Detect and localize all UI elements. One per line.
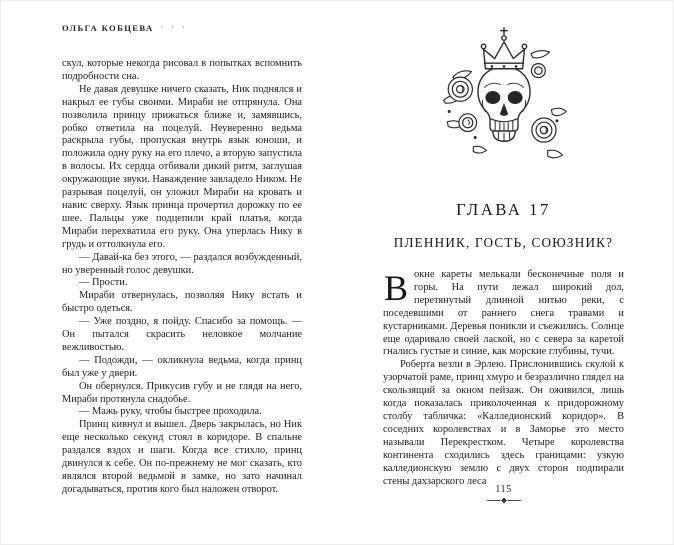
paragraph: Он обернулся. Прикусив губу и не глядя на него, Мираби протянула снадобье. (62, 380, 302, 405)
folio (383, 484, 624, 505)
drop-cap: В (384, 268, 409, 308)
paragraph: Роберта везли в Эрлею. Прислонившись скулой к узорчатой раме, принц хмуро и безразлично глядел на скользящий за окном пейзаж. Он оживился, лишь когда показалась приколоченная к придорожному столбу табличка: «Калледионский коридор». В соседних королевствах и в Заморье это место называли Перекрестком. Четыре королевства континента сходились здесь границами: узкую калледионскую землю с двух сторон подпирали стены дахзарского леса (383, 359, 624, 487)
header-ornament: · · · (160, 23, 188, 32)
right-page-text (383, 269, 624, 488)
paragraph: — Мажь руку, чтобы быстрее проходила. (79, 406, 262, 418)
paragraph: — Уже поздно, я пойду. Спасибо за помощь. — Он пытался скрасить неловкое молчание вежливостью. (62, 316, 302, 353)
paragraph-text: окне кареты мелькали бесконечные поля и горы. На пути лежал широкий дол, перетянутый длинной нитью реки, с поседевшими от раннего снега травами и кустарниками. Деревья поникли и съежились. Солнце еще одаривало своей лаской, но с севера за каретой гнались густые и синие, как морские глубины, тучи. (383, 269, 624, 358)
paragraph: — Подожди, — окликнула ведьма, когда принц был уже у двери. (62, 354, 302, 379)
paragraph: скул, которые некогда рисовал в попытках вспомнить подробности сна. (62, 58, 302, 82)
folio-flourish-icon (486, 496, 522, 505)
paragraph (383, 269, 624, 359)
paragraph: — Прости. (79, 277, 128, 289)
running-head (62, 23, 188, 33)
left-page-text (62, 58, 302, 497)
chapter-number: ГЛАВА 17 (456, 200, 551, 219)
paragraph: — Давай-ка без этого, — раздался возбужденный, но уверенный голос девушки. (62, 251, 302, 276)
chapter-title: ПЛЕННИК, ГОСТЬ, СОЮЗНИК? (393, 235, 614, 250)
paragraph: Мираби отвернулась, позволяя Нику встать и быстро одеться. (62, 290, 302, 315)
paragraph: Принц кивнул и вышел. Дверь закрылась, но Ник еще несколько секунд стоял в коридоре. В спальне раздался вздох и шаги. Когда все стихло, принц двинулся к себе. Он по-прежнему не мог сказать, кто являлся второй ведьмой в замке, но зато начинал догадываться, против кого был наложен отворот. (62, 419, 302, 495)
chapter-illustration (383, 26, 624, 189)
author-name: ОЛЬГА КОБЦЕВА (62, 23, 154, 33)
crowned-skull-illustration (434, 26, 574, 184)
page-number: 115 (495, 484, 512, 495)
paragraph: Не давая девушке ничего сказать, Ник поднялся и накрыл ее губы своими. Мираби не отпрянула. Она позволила принцу прижаться ближе и, замявшись, робко ответила на поцелуй. Неуверенно ведьма раскрыла губы, пропуская внутрь язык юноши, и положила одну руку на его плечо, а вторую запустила в волосы. Их сердца отбивали дикий ритм, заглушая окружающие звуки. Наваждение завладело Ником. Не разрывая поцелуй, он уложил Мираби на кровать и навис сверху. Язык принца прочертил дорожку по ее шее. Пальцы уже подцепили край платья, когда Мираби перехватила его руку. Она уперлась Нику в грудь и оттолкнула его. (62, 83, 302, 250)
